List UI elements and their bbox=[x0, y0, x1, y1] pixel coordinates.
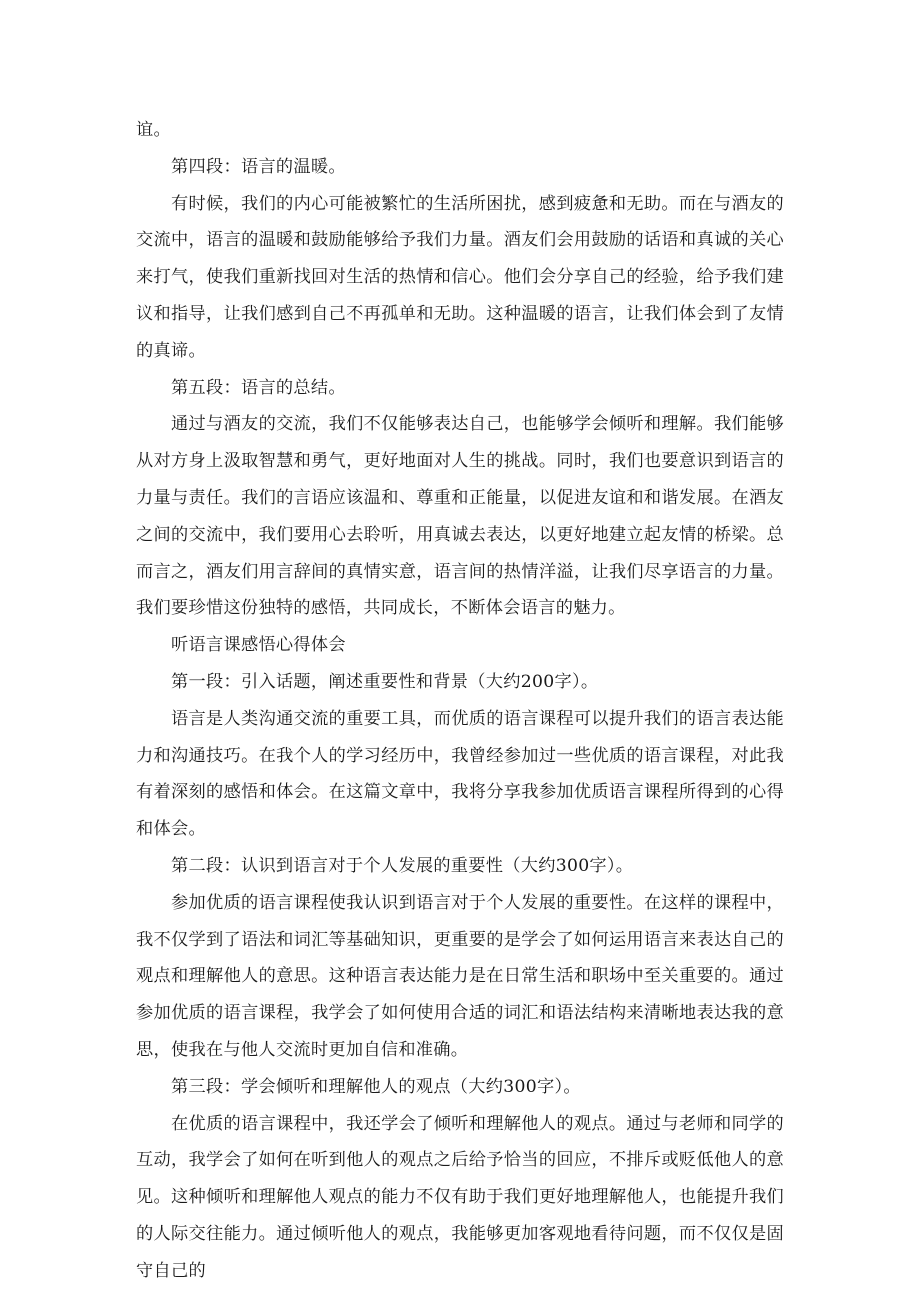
article-title: 听语言课感悟心得体会 bbox=[171, 635, 346, 656]
paragraph: 有时候，我们的内心可能被繁忙的生活所困扰，感到疲惫和无助。而在与酒友的交流中，语言的温暖和鼓励能够给予我们力量。酒友们会用鼓励的话语和真诚的关心来打气，使我们重新找回对生活的热情和信心。他们会分享自己的经验，给予我们建议和指导，让我们感到自己不再孤单和无助。这种温暖的语言，让我们体会到了友情的真谛。 bbox=[136, 193, 784, 361]
section-heading-2: 第二段：认识到语言对于个人发展的重要性（大约300字）。 bbox=[171, 855, 634, 876]
paragraph: 语言是人类沟通交流的重要工具，而优质的语言课程可以提升我们的语言表达能力和沟通技巧。在我个人的学习经历中，我曾经参加过一些优质的语言课程，对此我有着深刻的感悟和体会。在这篇文章中，我将分享我参加优质语言课程所得到的心得和体会。 bbox=[136, 708, 784, 840]
paragraph-continuation: 谊。 bbox=[136, 120, 171, 140]
section-heading-5: 第五段：语言的总结。 bbox=[171, 377, 346, 398]
section-heading-1: 第一段：引入话题，阐述重要性和背景（大约200字）。 bbox=[171, 671, 599, 692]
paragraph: 在优质的语言课程中，我还学会了倾听和理解他人的观点。通过与老师和同学的互动，我学会了如何在听到他人的观点之后给予恰当的回应，不排斥或贬低他人的意见。这种倾听和理解他人观点的能力不仅有助于我们更好地理解他人，也能提升我们的人际交往能力。通过倾听他人的观点，我能够更加客观地看待问题，而不仅仅是固守自己的 bbox=[136, 1113, 784, 1281]
document-body bbox=[136, 112, 784, 1290]
paragraph: 通过与酒友的交流，我们不仅能够表达自己，也能够学会倾听和理解。我们能够从对方身上汲取智慧和勇气，更好地面对人生的挑战。同时，我们也要意识到语言的力量与责任。我们的言语应该温和、尊重和正能量，以促进友谊和和谐发展。在酒友之间的交流中，我们要用心去聆听，用真诚去表达，以更好地建立起友情的桥梁。总而言之，酒友们用言辞间的真情实意，语言间的热情洋溢，让我们尽享语言的力量。我们要珍惜这份独特的感悟，共同成长，不断体会语言的魅力。 bbox=[136, 414, 784, 619]
section-heading-4: 第四段：语言的温暖。 bbox=[171, 156, 346, 177]
section-heading-3: 第三段：学会倾听和理解他人的观点（大约300字）。 bbox=[171, 1076, 581, 1097]
paragraph: 参加优质的语言课程使我认识到语言对于个人发展的重要性。在这样的课程中，我不仅学到了语法和词汇等基础知识，更重要的是学会了如何运用语言来表达自己的观点和理解他人的意思。这种语言表达能力是在日常生活和职场中至关重要的。通过参加优质的语言课程，我学会了如何使用合适的词汇和语法结构来清晰地表达我的意思，使我在与他人交流时更加自信和准确。 bbox=[136, 892, 784, 1060]
